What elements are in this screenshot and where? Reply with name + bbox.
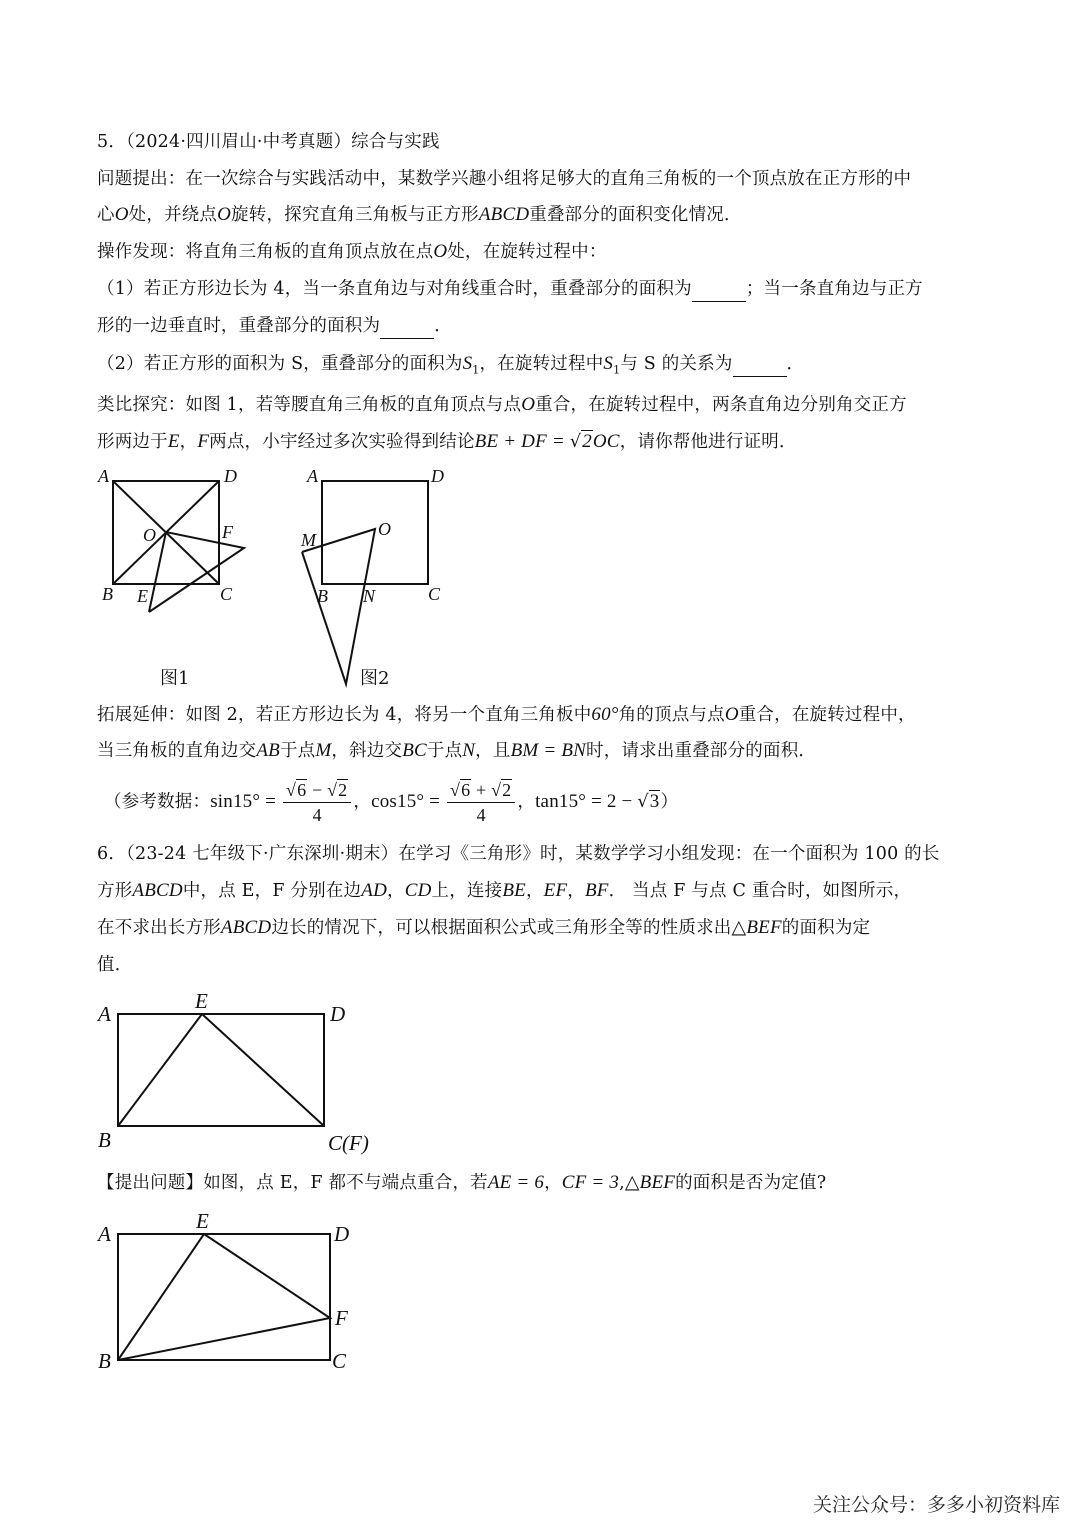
label-b: B <box>98 1349 111 1373</box>
q6-line1 <box>97 842 940 866</box>
text: ， <box>544 1173 562 1193</box>
radicand: 3 <box>649 791 660 812</box>
q6-line4 <box>97 953 132 977</box>
text: ， <box>525 881 544 901</box>
math-ae: AE = 6 <box>487 1172 545 1193</box>
segment-ef <box>202 1014 324 1126</box>
triangle-plate-60 <box>302 529 375 684</box>
label-n: N <box>363 586 376 606</box>
text: ． <box>434 316 452 336</box>
label-o: O <box>143 525 156 545</box>
label-m: M <box>301 530 316 550</box>
text: （1）若正方形边长为 4，当一条直角边与对角线重合时，重叠部分的面积为 <box>97 279 692 299</box>
label-a: A <box>98 1002 111 1026</box>
text: ， <box>567 881 585 901</box>
label-f: F <box>222 522 233 542</box>
math-BE: BE <box>502 880 526 901</box>
text: ，在旋转过程中 <box>479 354 604 374</box>
text: 重合，在旋转过程中， <box>738 705 916 725</box>
triangle-bef <box>118 1234 330 1360</box>
text: 的面积为定 <box>781 918 871 938</box>
label-c: C <box>220 584 233 604</box>
text: ， <box>353 792 372 812</box>
footer-watermark: 关注公众号：多多小初资料库 <box>812 1494 1060 1516</box>
figure-2 <box>290 462 460 692</box>
math-ABCD: ABCD <box>478 204 530 225</box>
operator: + <box>471 780 492 800</box>
answer-blank <box>380 314 434 339</box>
text: （参考数据： <box>104 792 211 812</box>
math-O: O <box>724 704 739 725</box>
text: 边长的情况下，可以根据面积公式或三角形全等的性质求出 <box>271 918 732 938</box>
q5-para1-line2 <box>97 203 742 227</box>
text: 的面积是否为定值? <box>675 1173 827 1193</box>
math-AD: AD <box>361 880 387 901</box>
text: 于点 <box>279 741 316 761</box>
math-CD: CD <box>404 880 432 901</box>
label-d: D <box>224 466 237 486</box>
math-O: O <box>217 204 232 225</box>
label-a: A <box>98 466 109 486</box>
math-triangle-bef: △BEF <box>624 1172 676 1193</box>
q5-number: 5． <box>97 132 127 152</box>
text: ，且 <box>475 741 511 761</box>
sqrt-sign: √ <box>569 432 582 452</box>
math-cos: cos15° = <box>371 791 446 812</box>
label-d: D <box>330 1002 346 1026</box>
q5-para5-line1 <box>97 393 907 417</box>
q5-para6-line2 <box>97 739 816 763</box>
text: 当三角板的直角边交 <box>97 741 257 761</box>
text: （2）若正方形的面积为 S，重叠部分的面积为 <box>97 354 463 374</box>
math-OC: OC <box>592 431 620 452</box>
math-BC: BC <box>402 740 427 761</box>
math-M: M <box>315 740 332 761</box>
text: 于点 <box>426 741 463 761</box>
radicand: 2 <box>582 431 592 452</box>
label-a: A <box>98 1222 111 1246</box>
q6-number: 6． <box>97 844 127 864</box>
text: 类比探究：如图 1，若等腰直角三角板的直角顶点与点 <box>97 395 522 415</box>
label-b: B <box>317 586 328 606</box>
text: 操作发现：将直角三角板的直角顶点放在点 <box>97 242 434 262</box>
radicand: 6 <box>461 780 471 800</box>
label-e: E <box>195 989 208 1013</box>
math-BF: BF <box>584 880 609 901</box>
q5-para5-line2 <box>97 430 797 454</box>
radicand: 2 <box>502 780 512 800</box>
q5-para1-line1 <box>97 167 911 191</box>
q6-line2 <box>97 879 911 903</box>
label-c: C <box>332 1349 347 1373</box>
math-O: O <box>521 394 536 415</box>
math-N: N <box>462 740 476 761</box>
label-d: D <box>334 1222 350 1246</box>
text: 两点，小宇经过多次实验得到结论 <box>209 432 475 452</box>
fraction-numerator: √6 + √2 <box>447 778 515 803</box>
label-c: C <box>428 584 441 604</box>
math-cf: CF = 3 <box>561 1172 620 1193</box>
text: 中，点 E，F 分别在边 <box>182 881 362 901</box>
label-a: A <box>307 466 318 486</box>
q6-line3 <box>97 916 870 940</box>
text: 心 <box>97 205 115 225</box>
subscript: 1 <box>472 363 480 377</box>
math-sin: sin15° = <box>210 791 281 812</box>
fraction-cos <box>447 778 515 827</box>
text: 与 S 的关系为 <box>620 354 733 374</box>
text: ， <box>179 432 198 452</box>
text: , <box>619 1173 625 1193</box>
label-b: B <box>102 584 113 604</box>
math-O: O <box>114 204 129 225</box>
text: 在学习《三角形》时，某数学学习小组发现：在一个面积为 100 的长 <box>398 844 940 864</box>
q5-reference-data: （参考数据：sin15° = $\frac{√6 - √2}{4}$ ，cos15° = $\frac{√6 + √2}{4}$ ，tan15° = 2 − √3） <box>104 780 679 825</box>
text: 处，在旋转过程中： <box>447 242 607 262</box>
text: ） <box>660 792 679 812</box>
text: ；当一条直角边与正方 <box>745 279 923 299</box>
radicand: 6 <box>297 780 307 800</box>
q5-header <box>97 130 440 154</box>
text: ，请你帮他进行证明． <box>619 432 797 452</box>
text: 旋转，探究直角三角板与正方形 <box>231 205 479 225</box>
q5-part1-line2 <box>97 314 452 339</box>
math-O: O <box>433 241 448 262</box>
fraction-sin <box>283 778 351 827</box>
text: ， <box>387 881 405 901</box>
text: 上，连接 <box>431 881 503 901</box>
math-S: S <box>603 353 614 374</box>
answer-blank <box>692 277 746 302</box>
operator: − <box>307 780 328 800</box>
label-d: D <box>431 466 444 486</box>
text: 形两边于 <box>97 432 168 452</box>
radicand: 2 <box>338 780 348 800</box>
math-AB: AB <box>256 740 280 761</box>
text: 【提出问题】如图，点 E，F 都不与端点重合，若 <box>97 1173 488 1193</box>
q5-para6-line1 <box>97 703 916 727</box>
label-cf: C(F) <box>328 1131 369 1155</box>
answer-blank <box>733 352 787 377</box>
q5-part2 <box>97 352 804 383</box>
q5-part1-line1 <box>97 277 923 302</box>
text: 重合，在旋转过程中，两条直角边分别角交正方 <box>535 395 907 415</box>
text: ，斜边交 <box>331 741 403 761</box>
segment-be <box>118 1014 202 1126</box>
q5-source: （2024·四川眉山·中考真题）综合与实践 <box>126 132 440 152</box>
math-equation: BM = BN <box>510 740 586 761</box>
figure-2-caption: 图2 <box>360 668 390 689</box>
fraction-denominator: 4 <box>476 805 486 825</box>
text: 角的顶点与点 <box>618 705 725 725</box>
fraction-numerator: √6 − √2 <box>283 778 351 803</box>
text: 方形 <box>97 881 133 901</box>
text: 在不求出长方形 <box>97 918 221 938</box>
text: 重叠部分的面积变化情况． <box>529 205 742 225</box>
figure-1-caption: 图1 <box>160 668 190 689</box>
math-S: S <box>462 353 473 374</box>
math-tan: tan15° = 2 − <box>535 791 638 812</box>
q5-para2 <box>97 240 607 264</box>
label-f: F <box>335 1306 348 1330</box>
subscript: 1 <box>613 363 621 377</box>
math-E: E <box>167 431 180 452</box>
text: 拓展延伸：如图 2，若正方形边长为 4，将另一个直角三角板中 <box>97 705 592 725</box>
math-F: F <box>197 431 210 452</box>
text: ， <box>517 792 536 812</box>
text: ． 当点 F 与点 C 重合时，如图所示， <box>608 881 912 901</box>
math-ABCD: ABCD <box>132 880 183 901</box>
math-EF: EF <box>543 880 568 901</box>
label-e: E <box>196 1209 209 1233</box>
math-60deg: 60° <box>591 704 619 725</box>
q6-ask <box>97 1171 826 1195</box>
fraction-denominator: 4 <box>312 805 322 825</box>
text: 值． <box>97 955 133 975</box>
label-b: B <box>98 1128 111 1152</box>
math-equation: BE + DF = <box>474 431 570 452</box>
q6-source: （23-24 七年级下·广东深圳·期末） <box>126 844 399 864</box>
figure-1 <box>90 462 270 662</box>
text: 时，请求出重叠部分的面积． <box>586 741 817 761</box>
text: 处，并绕点 <box>128 205 218 225</box>
figure-4 <box>92 1206 392 1381</box>
text: ． <box>786 354 805 374</box>
label-e: E <box>137 586 148 606</box>
figure-3 <box>92 988 392 1163</box>
math-triangle-bef: △BEF <box>731 917 782 938</box>
label-o: O <box>378 519 391 539</box>
q5-problem-text: 问题提出：在一次综合与实践活动中，某数学兴趣小组将足够大的直角三角板的一个顶点放在正方形的中 <box>97 169 912 189</box>
text: 形的一边垂直时，重叠部分的面积为 <box>97 316 381 336</box>
math-ABCD: ABCD <box>220 917 272 938</box>
